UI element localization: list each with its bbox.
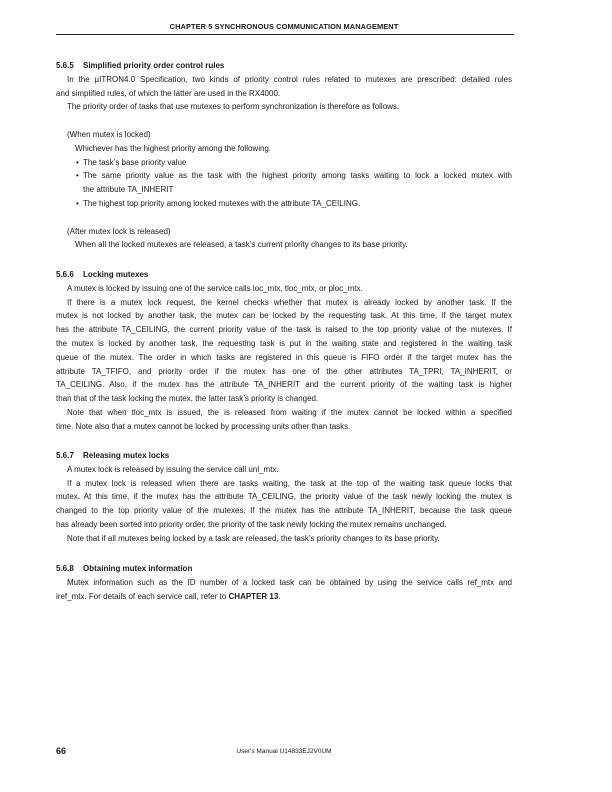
paragraph-line: If a mutex lock is released when there are tasks waiting, the task at the top of the waiting task queue locks that: [67, 478, 512, 488]
bullet-text: The same priority value as the task with the highest priority among tasks waiting to lock a locked mutex with: [83, 171, 512, 181]
page-number: 66: [56, 746, 67, 756]
bullet-icon: •: [76, 157, 79, 167]
text: .: [278, 591, 281, 601]
paragraph-line: Mutex information such as the ID number of a locked task can be obtained by using the service calls ref_mtx and: [67, 577, 512, 587]
section-5-6-6: [56, 268, 512, 434]
paragraph-line: time. Note also that a mutex cannot be locked by processing units other than tasks.: [56, 421, 351, 431]
bullet-item: [56, 169, 512, 197]
section-number: 5.6.7: [56, 451, 74, 460]
paragraph-line: queue of the mutex. The order in which tasks are registered in this queue is FIFO order if the target mutex has the: [56, 352, 512, 362]
section-5-6-7: [56, 449, 512, 546]
bullet-icon: •: [76, 171, 79, 181]
paragraph: A mutex lock is released by issuing the service call unl_mtx.: [67, 464, 279, 474]
section-heading: [56, 562, 512, 576]
section-number: 5.6.5: [56, 61, 74, 70]
paragraph-line: attribute TA_TFIFO, and priority order if the mutex has one of the other attributes TA_TPRI, TA_INHERIT, or: [56, 366, 512, 376]
section-5-6-8: [56, 562, 512, 603]
section-number: 5.6.6: [56, 270, 74, 279]
bullet-text: The task’s base priority value: [83, 157, 187, 167]
paragraph: A mutex is locked by issuing one of the service calls loc_mtx, tloc_mtx, or ploc_mtx.: [67, 283, 363, 293]
paragraph-line: If there is a mutex lock request, the kernel checks whether that mutex is already locked by another task. If the: [67, 297, 512, 307]
section-heading: [56, 449, 512, 463]
bullet-text: the attribute TA_INHERIT: [83, 185, 174, 195]
paragraph: When all the locked mutexes are released, a task’s current priority changes to its base priority.: [75, 240, 408, 250]
paragraph-line: TA_CEILING. Also, if the mutex has the attribute TA_INHERIT and the current priority of the waiting task is higher: [56, 380, 512, 390]
paragraph-line: mutex is not locked by another task, the mutex can be locked by the requesting task. At this time, if the target mutex: [56, 311, 512, 321]
paragraph-line: has the attribute TA_CEILING, the current priority value of the task is raised to the top priority value of the mutexes. If: [56, 325, 512, 335]
paragraph-line: the mutex is locked by another task, the requesting task is put in the waiting state and registered in the waiting task: [56, 338, 512, 348]
paragraph: Note that if all mutexes being locked by a task are released, the task’s priority changes to its base priority.: [67, 533, 440, 543]
paragraph-line: has already been sorted into priority order, the priority of the task newly locking the mutex remains unchanged.: [56, 519, 447, 529]
subheading-locked: (When mutex is locked): [67, 129, 151, 139]
section-5-6-5: [56, 59, 512, 252]
paragraph-line: changed to the top priority value of the mutexes. If the mutex has the attribute TA_INHERIT, because the task queue: [56, 506, 512, 516]
paragraph-line: than that of the task locking the mutex, the latter task’s priority is changed.: [56, 394, 319, 404]
header-rule: [56, 34, 514, 35]
bullet-text: The highest top priority among locked mutexes with the attribute TA_CEILING.: [83, 198, 361, 208]
running-header: CHAPTER 5 SYNCHRONOUS COMMUNICATION MANAGEMENT: [169, 22, 399, 31]
section-title: Releasing mutex locks: [83, 451, 170, 460]
section-title: Locking mutexes: [83, 270, 149, 279]
paragraph-line: In the µITRON4.0 Specification, two kinds of priority control rules related to mutexes are prescribed: detailed rules: [67, 74, 512, 84]
chapter-reference: CHAPTER 13: [228, 591, 279, 601]
bullet-item: [56, 197, 512, 211]
paragraph-line: Note that when tloc_mtx is issued, the is released from waiting if the mutex cannot be locked within a specified: [67, 407, 512, 417]
paragraph-line: and simplified rules, of which the latter are used in the RX4000.: [56, 88, 281, 98]
bullet-item: [56, 156, 512, 170]
paragraph-line: mutex. At this time, if the mutex has the attribute TA_CEILING, the priority value of the task newly locking the mutex is: [56, 492, 512, 502]
paragraph: Whichever has the highest priority among the following.: [75, 143, 272, 153]
paragraph: The priority order of tasks that use mutexes to perform synchronization is therefore as follows.: [67, 102, 400, 112]
subheading-released: (After mutex lock is released): [67, 226, 171, 236]
section-title: Simplified priority order control rules: [83, 61, 225, 70]
text: iref_mtx. For details of each service call, refer to: [56, 591, 229, 601]
paragraph-line: [56, 590, 512, 604]
section-title: Obtaining mutex information: [83, 564, 193, 573]
section-number: 5.6.8: [56, 564, 74, 573]
section-heading: [56, 59, 512, 73]
bullet-icon: •: [76, 198, 79, 208]
manual-footer: User's Manual U14833EJ2V0UM: [236, 748, 332, 755]
section-heading: [56, 268, 512, 282]
